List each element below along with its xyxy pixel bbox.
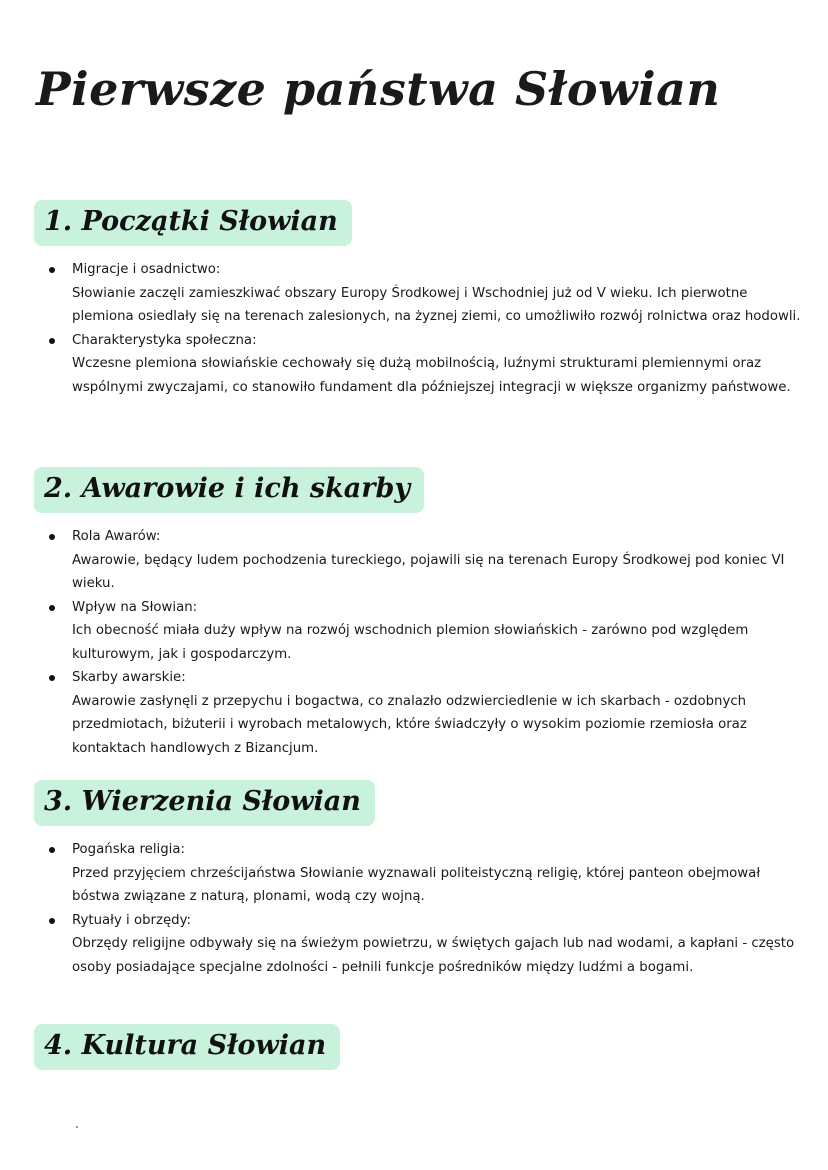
list-item	[34, 596, 804, 667]
item-text: Awarowie, będący ludem pochodzenia tureckiego, pojawili się na terenach Europy Środkowej pod koniec VI wieku.	[72, 552, 785, 591]
list-item	[34, 666, 804, 760]
item-label: Wpływ na Słowian:	[72, 599, 198, 615]
item-text: Ich obecność miała duży wpływ na rozwój wschodnich plemion słowiańskich - zarówno pod względem kulturowym, jak i gospodarczym.	[72, 623, 749, 662]
bullet-list	[34, 525, 804, 760]
item-label: Skarby awarskie:	[72, 670, 186, 685]
list-item	[34, 525, 804, 596]
item-label: Migracje i osadnictwo:	[72, 262, 221, 277]
item-label: Pogańska religia:	[72, 842, 185, 857]
list-item	[34, 258, 804, 329]
item-text: Obrzędy religijne odbywały się na świeżym powietrzu, w świętych gajach lub nad wodami, a kapłani - często osoby posiadające specjalne zdolności - pełnili funkcje pośredników między ludźmi a bogami.	[72, 936, 795, 975]
bullet-list	[34, 258, 804, 399]
stray-dot	[76, 1126, 78, 1128]
section-awarowie	[34, 467, 804, 760]
item-label: Rola Awarów:	[72, 529, 161, 544]
page-title: Pierwsze państwa Słowian	[36, 62, 721, 116]
item-text: Słowianie zaczęli zamieszkiwać obszary Europy Środkowej i Wschodniej już od V wieku. Ich pierwotne plemiona osiedlały się na terenach zalesionych, na żyznej ziemi, co umożliwiło rozwój rolnictwa oraz hodowli.	[72, 285, 801, 324]
section-heading: 1. Początki Słowian	[34, 200, 352, 246]
section-heading: 3. Wierzenia Słowian	[34, 780, 375, 826]
list-item	[34, 838, 804, 909]
item-text: Przed przyjęciem chrześcijaństwa Słowianie wyznawali politeistyczną religię, której panteon obejmował bóstwa związane z naturą, plonami, wodą czy wojną.	[72, 865, 761, 904]
list-item	[34, 909, 804, 980]
item-label: Rytuały i obrzędy:	[72, 912, 191, 928]
section-poczatki	[34, 200, 804, 399]
item-text: Wczesne plemiona słowiańskie cechowały się dużą mobilnością, luźnymi strukturami plemiennymi oraz wspólnymi zwyczajami, co stanowiło fundament dla późniejszej integracji w większe organizmy państwowe.	[72, 356, 791, 395]
item-text: Awarowie zasłynęli z przepychu i bogactwa, co znalazło odzwierciedlenie w ich skarbach - ozdobnych przedmiotach, biżuterii i wyrobach metalowych, które świadczyły o wysokim poziomie rzemiosła oraz kontaktach handlowych z Bizancjum.	[72, 693, 747, 756]
section-heading: 4. Kultura Słowian	[34, 1024, 340, 1070]
section-kultura	[34, 1024, 804, 1082]
item-label: Charakterystyka społeczna:	[72, 332, 257, 348]
section-wierzenia	[34, 780, 804, 979]
bullet-list	[34, 838, 804, 979]
list-item	[34, 329, 804, 400]
section-heading: 2. Awarowie i ich skarby	[34, 467, 424, 513]
